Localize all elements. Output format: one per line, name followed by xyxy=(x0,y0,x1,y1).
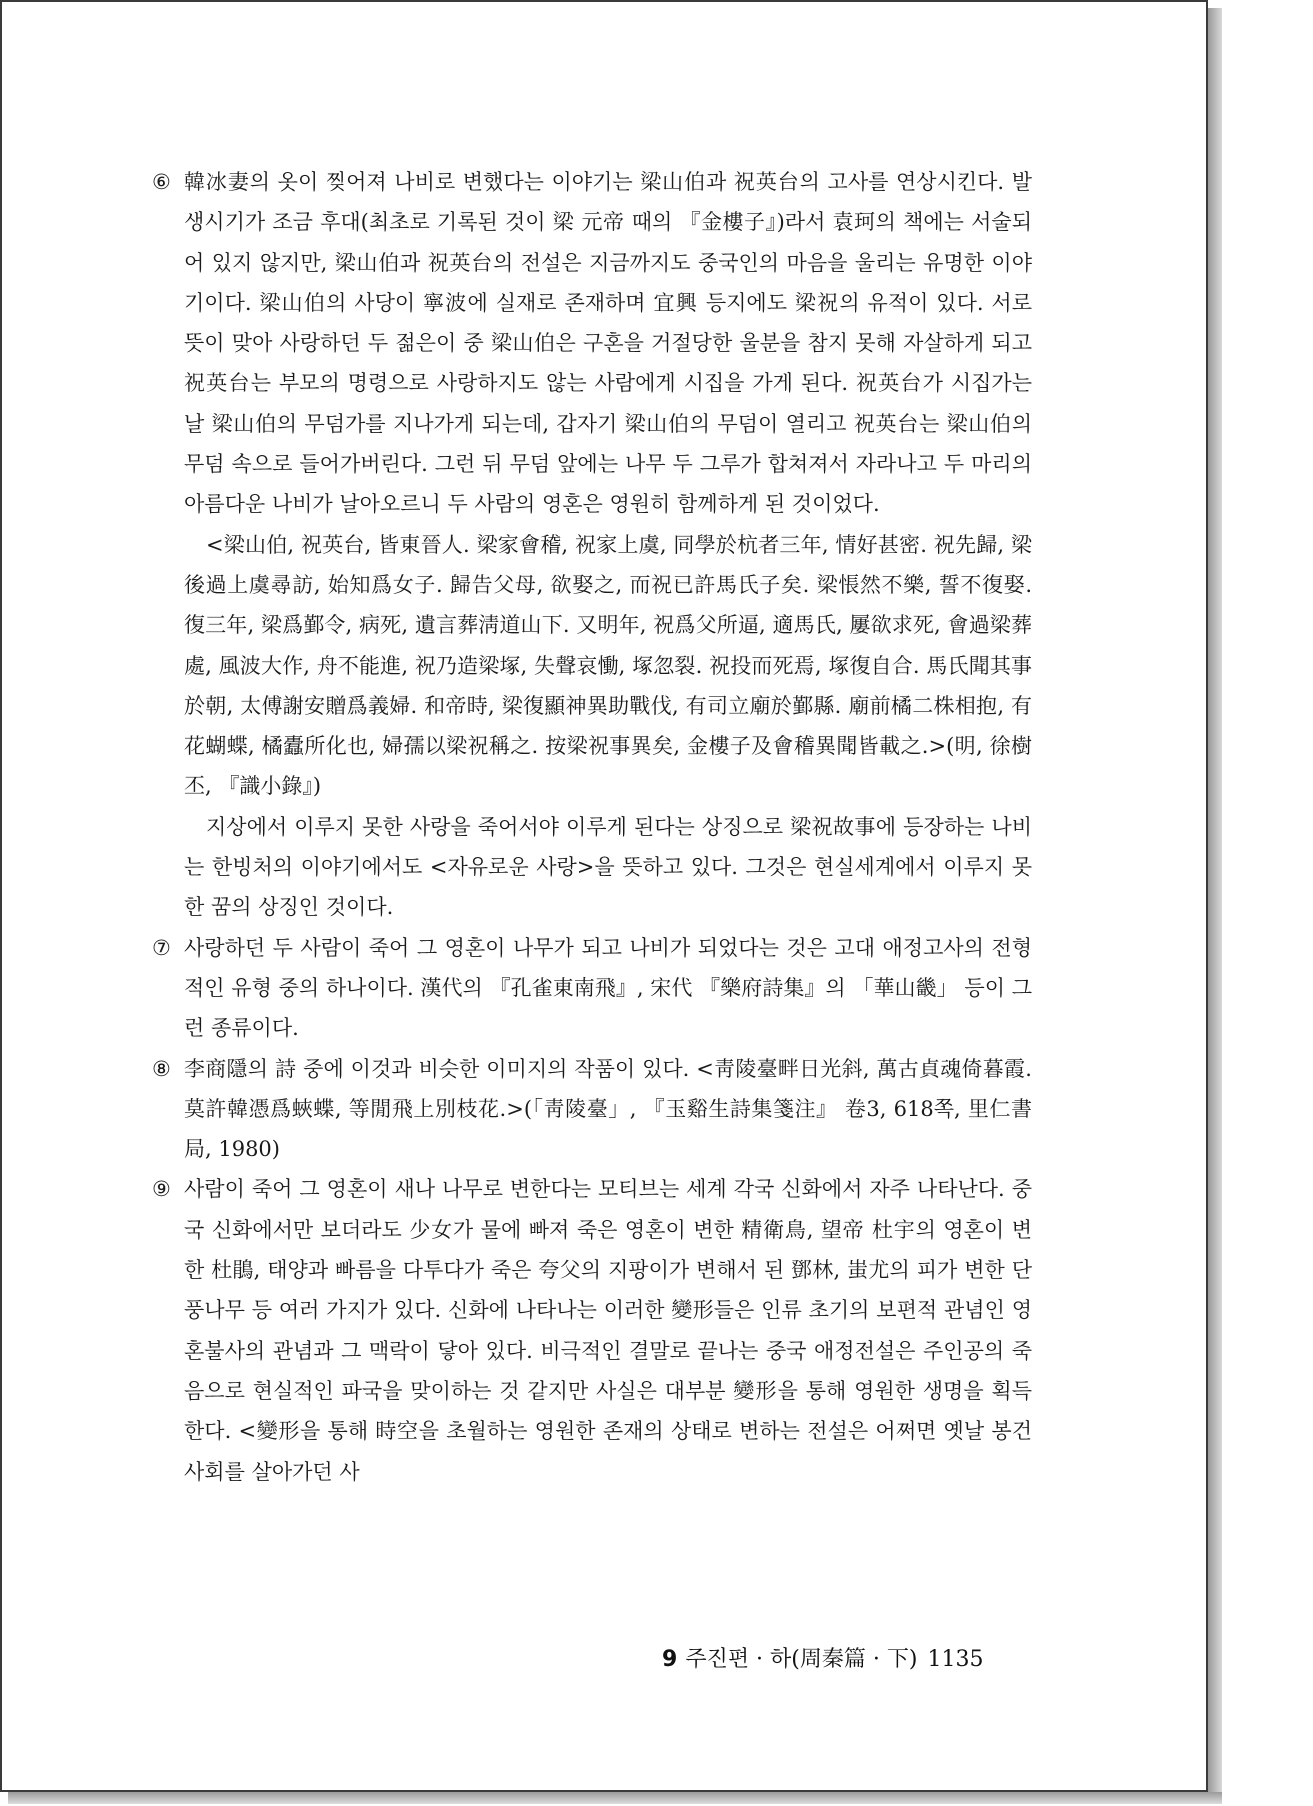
footnote-number: ⑨ xyxy=(152,1177,171,1202)
footnote-number: ⑧ xyxy=(152,1056,171,1081)
footnote-9 xyxy=(152,1169,1032,1491)
footnote-6 xyxy=(152,162,1032,928)
footnote-number: ⑦ xyxy=(152,935,171,960)
classical-quote: <梁山伯, 祝英台, 皆東晉人. 梁家會稽, 祝家上虞, 同學於杭者三年, 情好甚密. 祝先歸, 梁後過上虞尋訪, 始知爲女子. 歸告父母, 欲娶之, 而祝已許馬氏子矣. 梁悵然不樂, 誓不復娶. 復三年, 梁爲鄞令, 病死, 遺言葬淸道山下. 又明年, 祝爲父所逼, 適馬氏, 屢欲求死, 會過梁葬處, 風波大作, 舟不能進, 祝乃造梁塚, 失聲哀慟, 塚忽裂. 祝投而死焉, 塚復自合. 馬氏聞其事於朝, 太傅謝安贈爲義婦. 和帝時, 梁復顯神異助戰伐, 有司立廟於鄞縣. 廟前橘二株相抱, 有花蝴蝶, 橘蠹所化也, 婦孺以梁祝稱之. 按梁祝事異矣, 金樓子及會稽異聞皆載之.>(明, 徐樹丕, 『識小錄』) xyxy=(184,532,1032,799)
footnote-text: 李商隱의 詩 중에 이것과 비슷한 이미지의 작품이 있다. <靑陵臺畔日光斜, 萬古貞魂倚暮霞. 莫許韓憑爲蛺蝶, 等閒飛上別枝花.>(「靑陵臺」, 『玉谿生詩集箋注』 卷3, 618쪽, 里仁書局, 1980) xyxy=(184,1056,1032,1162)
page-shadow-right xyxy=(1208,8,1222,1800)
chapter-number: 9 xyxy=(662,1647,678,1672)
footnote-number: ⑥ xyxy=(152,170,171,194)
page-shadow-bottom xyxy=(8,1792,1222,1804)
footnote-continuation: 지상에서 이루지 못한 사랑을 죽어서야 이루게 된다는 상징으로 梁祝故事에 등장하는 나비는 한빙처의 이야기에서도 <자유로운 사랑>을 뜻하고 있다. 그것은 현실세계에서 이루지 못한 꿈의 상징인 것이다. xyxy=(184,814,1032,920)
footnote-text: 韓冰妻의 옷이 찢어져 나비로 변했다는 이야기는 梁山伯과 祝英台의 고사를 연상시킨다. 발생시기가 조금 후대(최초로 기록된 것이 梁 元帝 때의 『金樓子』)라서 袁珂의 책에는 서술되어 있지 않지만, 梁山伯과 祝英台의 전설은 지금까지도 중국인의 마음을 울리는 유명한 이야기이다. 梁山伯의 사당이 寧波에 실재로 존재하며 宜興 등지에도 梁祝의 유적이 있다. 서로 뜻이 맞아 사랑하던 두 젊은이 중 梁山伯은 구혼을 거절당한 울분을 참지 못해 자살하게 되고 祝英台는 부모의 명령으로 사랑하지도 않는 사람에게 시집을 가게 된다. 祝英台가 시집가는 날 梁山伯의 무덤가를 지나가게 되는데, 갑자기 梁山伯의 무덤이 열리고 祝英台는 梁山伯의 무덤 속으로 들어가버린다. 그런 뒤 무덤 앞에는 나무 두 그루가 합쳐져서 자라나고 두 마리의 아름다운 나비가 날아오르니 두 사람의 영혼은 영원히 함께하게 된 것이었다. xyxy=(184,170,1032,517)
page-footer xyxy=(662,1642,983,1673)
footnote-text: 사랑하던 두 사람이 죽어 그 영혼이 나무가 되고 나비가 되었다는 것은 고대 애정고사의 전형적인 유형 중의 하나이다. 漢代의 『孔雀東南飛』, 宋代 『樂府詩集』의 「華山畿」 등이 그런 종류이다. xyxy=(184,935,1032,1041)
page-number: 1135 xyxy=(927,1647,984,1672)
footnote-text: 사람이 죽어 그 영혼이 새나 나무로 변한다는 모티브는 세계 각국 신화에서 자주 나타난다. 중국 신화에서만 보더라도 少女가 물에 빠져 죽은 영혼이 변한 精衛鳥, 望帝 杜宇의 영혼이 변한 杜鵑, 태양과 빠름을 다투다가 죽은 夸父의 지팡이가 변해서 된 鄧林, 蚩尤의 피가 변한 단풍나무 등 여러 가지가 있다. 신화에 나타나는 이러한 變形들은 인류 초기의 보편적 관념인 영혼불사의 관념과 그 맥락이 닿아 있다. 비극적인 결말로 끝나는 중국 애정전설은 주인공의 죽음으로 현실적인 파국을 맞이하는 것 같지만 사실은 대부분 變形을 통해 영원한 생명을 획득한다. <變形을 통해 時空을 초월하는 영원한 존재의 상태로 변하는 전설은 어쩌면 옛날 봉건사회를 살아가던 사 xyxy=(184,1177,1032,1484)
footnote-8 xyxy=(152,1049,1032,1170)
footnote-7 xyxy=(152,928,1032,1049)
footnotes-body xyxy=(152,162,1032,1492)
chapter-title: 주진편 · 하(周秦篇 · 下) xyxy=(685,1647,918,1672)
